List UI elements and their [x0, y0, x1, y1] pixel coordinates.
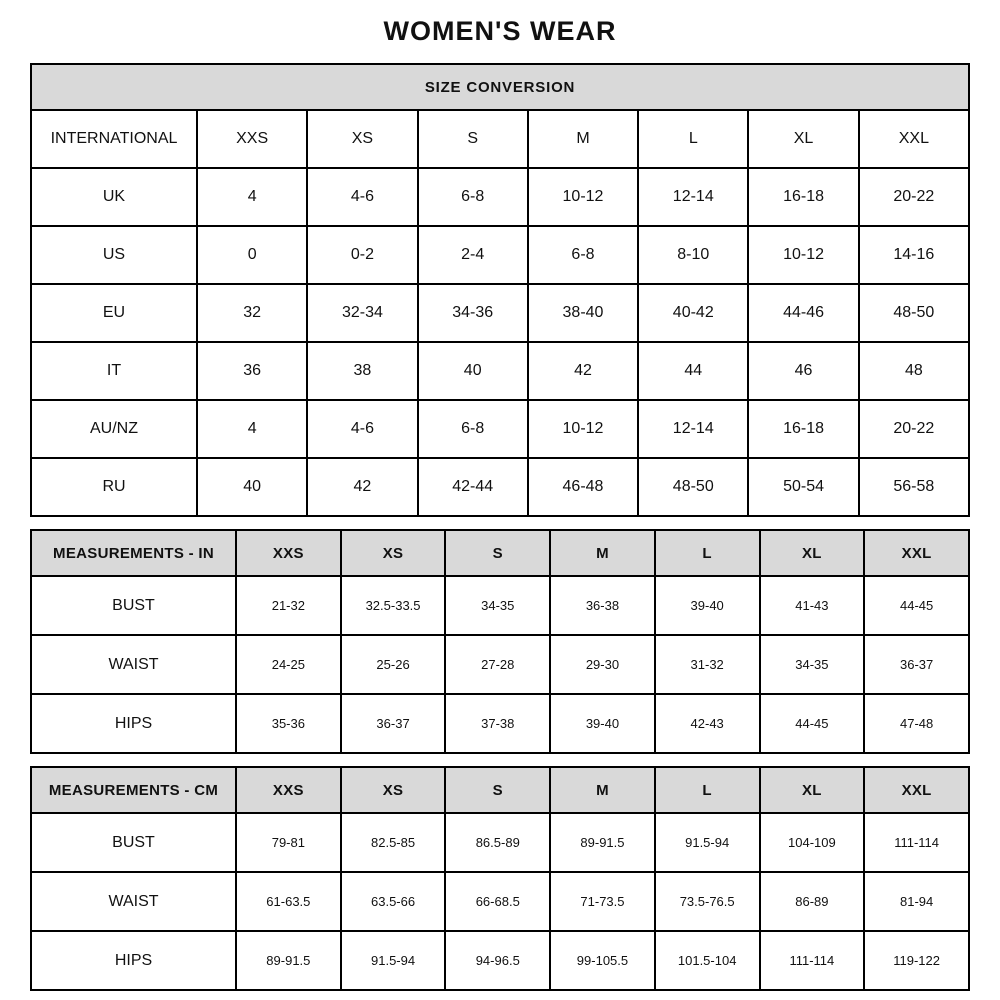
value-cell: 40: [418, 342, 528, 400]
value-cell: 73.5-76.5: [655, 872, 760, 931]
value-cell: 35-36: [236, 694, 341, 753]
value-cell: 37-38: [445, 694, 550, 753]
value-cell: 94-96.5: [445, 931, 550, 990]
row-label: HIPS: [31, 694, 236, 753]
row-label: IT: [31, 342, 197, 400]
value-cell: 48: [859, 342, 969, 400]
size-columns-row: [31, 110, 969, 168]
value-cell: 40-42: [638, 284, 748, 342]
value-cell: 36: [197, 342, 307, 400]
value-cell: 4: [197, 400, 307, 458]
row-label: RU: [31, 458, 197, 516]
column-header: MEASUREMENTS - CM: [31, 767, 236, 813]
column-header: XL: [748, 110, 858, 168]
column-header: XXS: [197, 110, 307, 168]
value-cell: 42: [528, 342, 638, 400]
column-header: L: [655, 530, 760, 576]
value-cell: 44: [638, 342, 748, 400]
table-row: [31, 342, 969, 400]
value-cell: 10-12: [528, 400, 638, 458]
column-header: XS: [341, 530, 446, 576]
value-cell: 48-50: [859, 284, 969, 342]
size-conversion-header: SIZE CONVERSION: [31, 64, 969, 110]
value-cell: 44-45: [760, 694, 865, 753]
measurements-in-header-row: [31, 530, 969, 576]
value-cell: 56-58: [859, 458, 969, 516]
value-cell: 48-50: [638, 458, 748, 516]
value-cell: 29-30: [550, 635, 655, 694]
value-cell: 20-22: [859, 168, 969, 226]
value-cell: 32: [197, 284, 307, 342]
row-label: WAIST: [31, 635, 236, 694]
column-header: M: [550, 530, 655, 576]
value-cell: 10-12: [528, 168, 638, 226]
row-label: HIPS: [31, 931, 236, 990]
row-label: EU: [31, 284, 197, 342]
value-cell: 12-14: [638, 400, 748, 458]
value-cell: 4-6: [307, 168, 417, 226]
value-cell: 89-91.5: [236, 931, 341, 990]
table-row: [31, 635, 969, 694]
table-row: [31, 226, 969, 284]
measurements-cm-header-row: [31, 767, 969, 813]
column-header: XXL: [864, 767, 969, 813]
value-cell: 12-14: [638, 168, 748, 226]
value-cell: 89-91.5: [550, 813, 655, 872]
value-cell: 111-114: [864, 813, 969, 872]
value-cell: 86-89: [760, 872, 865, 931]
value-cell: 71-73.5: [550, 872, 655, 931]
value-cell: 99-105.5: [550, 931, 655, 990]
value-cell: 34-36: [418, 284, 528, 342]
measurements-in-table: [30, 529, 970, 754]
value-cell: 39-40: [655, 576, 760, 635]
value-cell: 42-43: [655, 694, 760, 753]
row-label: BUST: [31, 813, 236, 872]
value-cell: 119-122: [864, 931, 969, 990]
column-header: XXL: [864, 530, 969, 576]
value-cell: 44-45: [864, 576, 969, 635]
value-cell: 6-8: [418, 400, 528, 458]
table-band-row: [31, 64, 969, 110]
value-cell: 111-114: [760, 931, 865, 990]
value-cell: 40: [197, 458, 307, 516]
value-cell: 86.5-89: [445, 813, 550, 872]
row-label: WAIST: [31, 872, 236, 931]
column-header: INTERNATIONAL: [31, 110, 197, 168]
value-cell: 79-81: [236, 813, 341, 872]
table-row: [31, 872, 969, 931]
value-cell: 16-18: [748, 400, 858, 458]
table-row: [31, 400, 969, 458]
value-cell: 104-109: [760, 813, 865, 872]
column-header: L: [638, 110, 748, 168]
column-header: S: [418, 110, 528, 168]
column-header: XL: [760, 767, 865, 813]
column-header: M: [528, 110, 638, 168]
column-header: MEASUREMENTS - IN: [31, 530, 236, 576]
value-cell: 91.5-94: [341, 931, 446, 990]
value-cell: 31-32: [655, 635, 760, 694]
size-conversion-table: [30, 63, 970, 517]
value-cell: 2-4: [418, 226, 528, 284]
table-row: [31, 458, 969, 516]
value-cell: 41-43: [760, 576, 865, 635]
value-cell: 81-94: [864, 872, 969, 931]
value-cell: 21-32: [236, 576, 341, 635]
column-header: M: [550, 767, 655, 813]
page-title: WOMEN'S WEAR: [383, 16, 617, 46]
value-cell: 32-34: [307, 284, 417, 342]
value-cell: 36-37: [341, 694, 446, 753]
value-cell: 32.5-33.5: [341, 576, 446, 635]
table-row: [31, 284, 969, 342]
value-cell: 46: [748, 342, 858, 400]
column-header: XS: [341, 767, 446, 813]
column-header: XXL: [859, 110, 969, 168]
value-cell: 82.5-85: [341, 813, 446, 872]
table-row: [31, 813, 969, 872]
value-cell: 47-48: [864, 694, 969, 753]
value-cell: 20-22: [859, 400, 969, 458]
value-cell: 16-18: [748, 168, 858, 226]
measurements-cm-table: [30, 766, 970, 991]
value-cell: 63.5-66: [341, 872, 446, 931]
column-header: XXS: [236, 767, 341, 813]
row-label: AU/NZ: [31, 400, 197, 458]
table-row: [31, 931, 969, 990]
column-header: S: [445, 530, 550, 576]
value-cell: 10-12: [748, 226, 858, 284]
value-cell: 42-44: [418, 458, 528, 516]
value-cell: 38: [307, 342, 417, 400]
table-row: [31, 694, 969, 753]
column-header: XL: [760, 530, 865, 576]
value-cell: 4-6: [307, 400, 417, 458]
column-header: L: [655, 767, 760, 813]
value-cell: 101.5-104: [655, 931, 760, 990]
value-cell: 6-8: [418, 168, 528, 226]
column-header: S: [445, 767, 550, 813]
value-cell: 4: [197, 168, 307, 226]
value-cell: 6-8: [528, 226, 638, 284]
table-row: [31, 576, 969, 635]
value-cell: 25-26: [341, 635, 446, 694]
value-cell: 36-38: [550, 576, 655, 635]
value-cell: 39-40: [550, 694, 655, 753]
value-cell: 50-54: [748, 458, 858, 516]
value-cell: 36-37: [864, 635, 969, 694]
value-cell: 34-35: [445, 576, 550, 635]
table-row: [31, 168, 969, 226]
value-cell: 27-28: [445, 635, 550, 694]
value-cell: 44-46: [748, 284, 858, 342]
value-cell: 91.5-94: [655, 813, 760, 872]
value-cell: 42: [307, 458, 417, 516]
row-label: US: [31, 226, 197, 284]
value-cell: 46-48: [528, 458, 638, 516]
value-cell: 34-35: [760, 635, 865, 694]
value-cell: 38-40: [528, 284, 638, 342]
column-header: XXS: [236, 530, 341, 576]
value-cell: 8-10: [638, 226, 748, 284]
row-label: BUST: [31, 576, 236, 635]
value-cell: 24-25: [236, 635, 341, 694]
value-cell: 0-2: [307, 226, 417, 284]
value-cell: 14-16: [859, 226, 969, 284]
value-cell: 61-63.5: [236, 872, 341, 931]
value-cell: 66-68.5: [445, 872, 550, 931]
row-label: UK: [31, 168, 197, 226]
column-header: XS: [307, 110, 417, 168]
value-cell: 0: [197, 226, 307, 284]
